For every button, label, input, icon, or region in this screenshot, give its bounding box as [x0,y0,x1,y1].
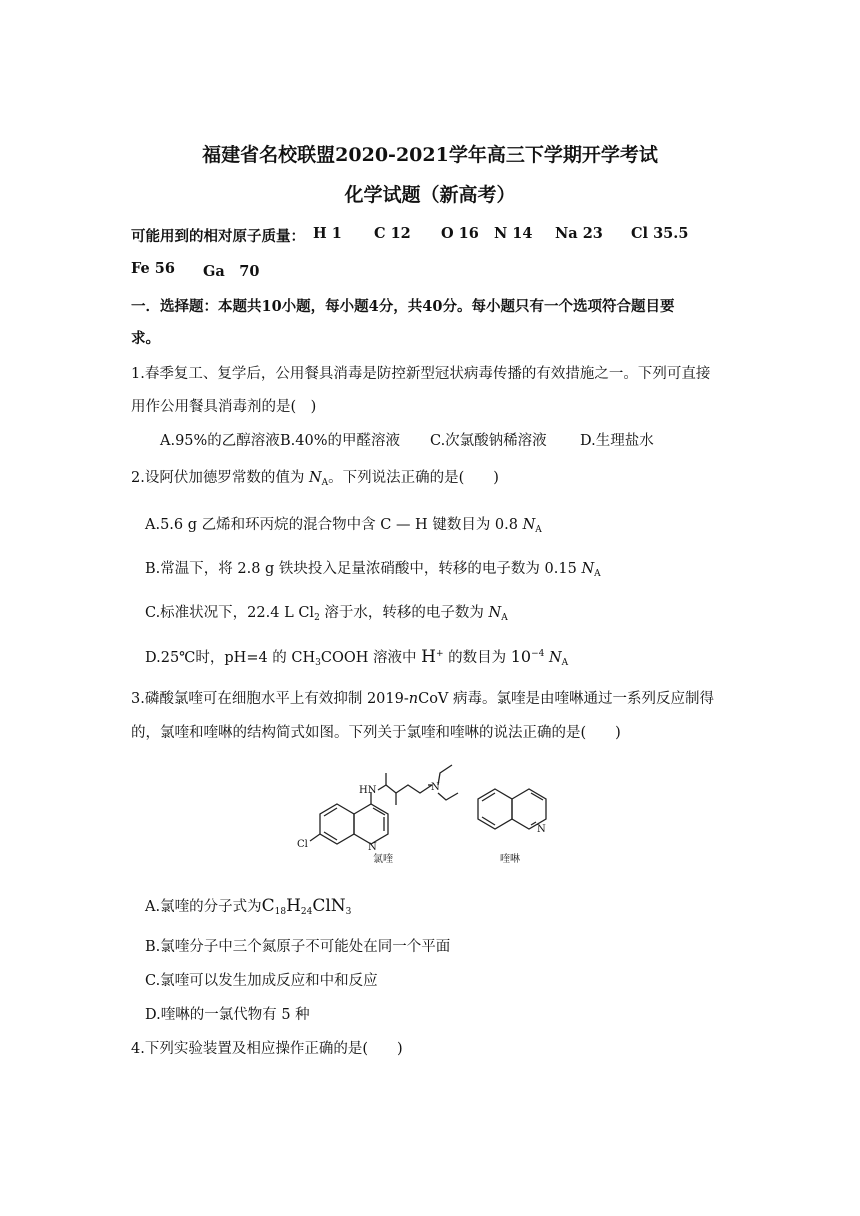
exam-title: 福建省名校联盟2020-2021学年高三下学期开学考试 [202,144,658,166]
chloroquine-label: 氯喹 [373,854,393,865]
q1-stem-line1: 1.春季复工、复学后，公用餐具消毒是防控新型冠状病毒传播的有效措施之一。下列可直接 [131,366,711,382]
q1-option-d: D.生理盐水 [580,433,654,449]
q3-stem-line2: 的，氯喹和喹啉的结构简式如图。下列关于氯喹和喹啉的说法正确的是( ) [131,725,621,741]
atomic-mass-label: 可能用到的相对原子质量： [131,228,305,245]
q1-option-c: C.次氯酸钠稀溶液 [430,433,547,449]
atomic-mass-na: Na 23 [555,225,603,242]
atomic-mass-c: C 12 [374,225,411,242]
q3-option-b: B.氯喹分子中三个氮原子不可能处在同一个平面 [145,939,451,955]
q1-stem-line2: 用作公用餐具消毒剂的是( ) [131,399,317,415]
quinoline-label: 喹啉 [500,854,520,865]
chloroquine-amine-n: N [431,782,440,793]
section-heading-line1: 一．选择题：本题共10小题，每小题4分，共40分。每小题只有一个选项符合题目要 [131,298,675,315]
q2-stem: 2.设阿伏加德罗常数的值为 $N_A$。下列说法正确的是( ) [131,470,499,488]
atomic-mass-h: H 1 [313,225,342,242]
atomic-mass-cl: Cl 35.5 [631,225,689,242]
q3-option-d: D.喹啉的一氯代物有 5 种 [145,1007,310,1023]
section-heading-line2: 求。 [131,330,160,347]
atomic-mass-ga: Ga 70 [203,263,260,280]
q2-option-b: B.常温下，将 2.8 g 铁块投入足量浓硝酸中，转移的电子数为 0.15 $N_A$ [145,561,601,579]
q3-stem-line1: 3.磷酸氯喹可在细胞水平上有效抑制 2019-nCoV 病毒。氯喹是由喹啉通过一系列反应制得 [131,691,714,707]
q2-option-c: C.标准状况下，22.4 L $Cl_2$ 溶于水，转移的电子数为 $N_A$ [145,605,508,623]
chloroquine-pyridine-ring [354,804,388,844]
atomic-mass-o: O 16 [441,225,479,242]
exam-subtitle: 化学试题（新高考） [344,184,516,206]
atomic-mass-n: N 14 [494,225,533,242]
chloroquine-benzene-ring [320,804,354,844]
chloroquine-ring-n: N [368,842,377,853]
q1-option-a: A.95%的乙醇溶液 [160,433,280,449]
q4-stem: 4.下列实验装置及相应操作正确的是( ) [131,1041,403,1057]
quinoline-ring-n: N [537,824,546,835]
quinoline-pyridine-ring [512,789,546,829]
q1-option-b: B.40%的甲醛溶液 [280,433,400,449]
chloroquine-hn: HN [359,785,377,796]
q2-option-d: D.25℃时，pH=4 的 $CH_3COOH$ 溶液中 H+ 的数目为 $10^{-4}$ $N_A$ [145,647,569,668]
q3-option-a: A.氯喹的分子式为$C_{18}H_{24}ClN_3$ [145,896,352,917]
q3-option-c: C.氯喹可以发生加成反应和中和反应 [145,973,378,989]
q2-option-a: A.5.6 g 乙烯和环丙烷的混合物中含 C — H 键数目为 0.8 $N_A$ [145,517,542,535]
chloroquine-cl: Cl [297,839,308,850]
quinoline-benzene-ring [478,789,512,829]
atomic-mass-fe: Fe 56 [131,260,175,277]
structure-figure [290,755,580,870]
